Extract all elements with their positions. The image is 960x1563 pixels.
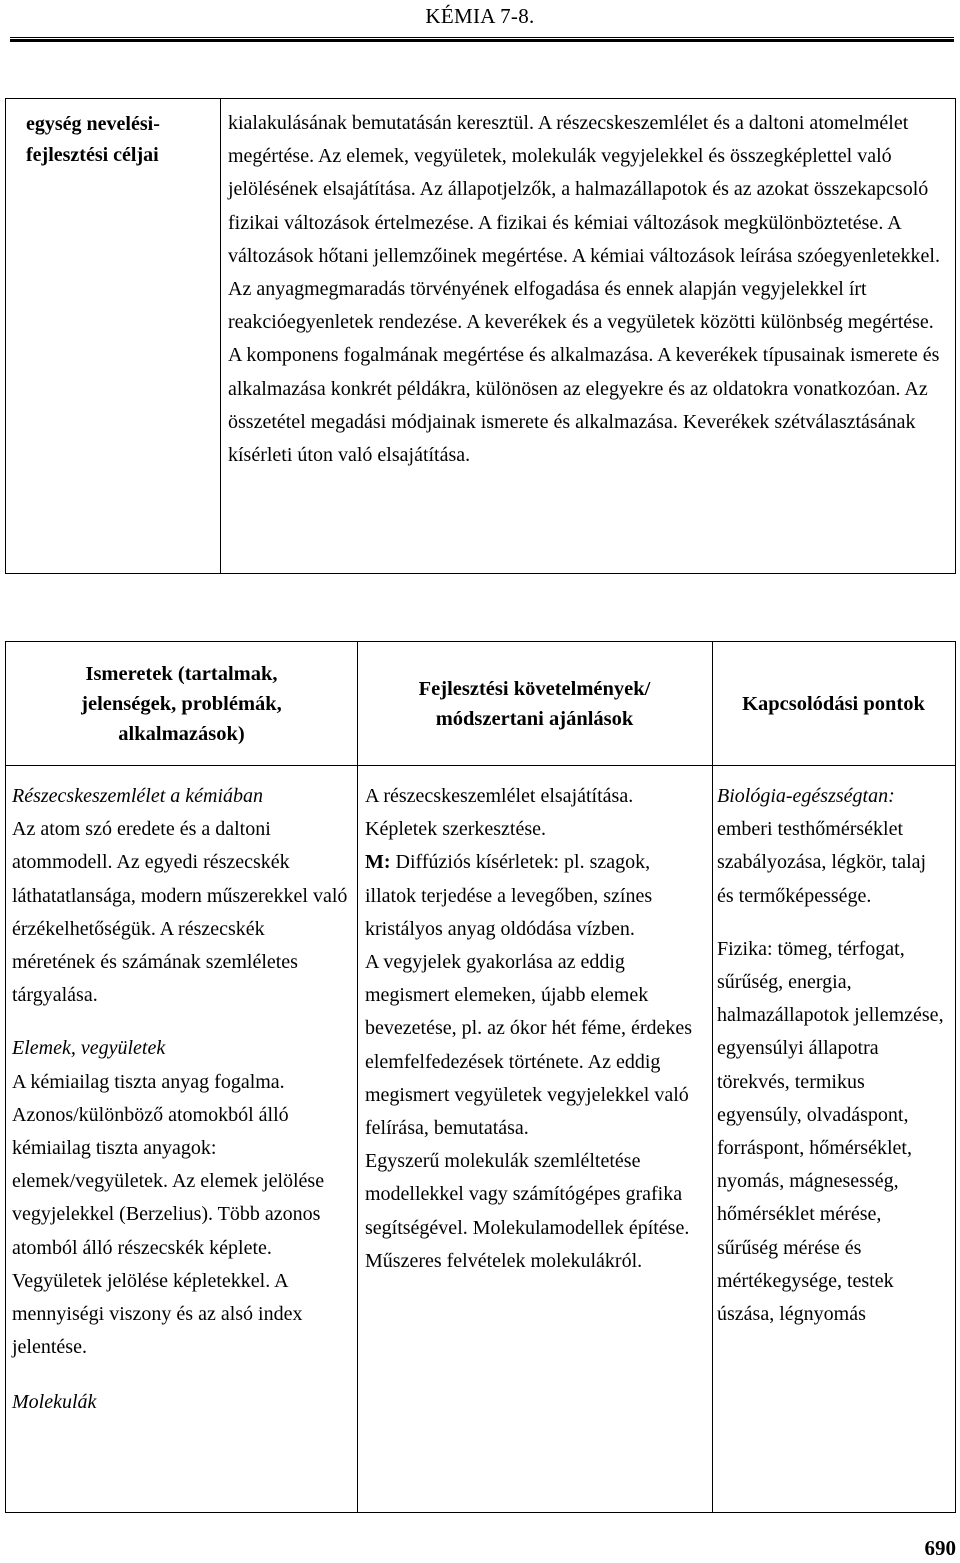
requirements-column bbox=[358, 766, 712, 1512]
header-rule bbox=[10, 37, 954, 42]
requirement-text: A részecskeszemlélet elsajátítása. Képletek szerkesztése. bbox=[365, 785, 634, 841]
topic-text: A kémiailag tiszta anyag fogalma. Azonos/különböző atomokból álló kémiailag tiszta anyagok: elemek/vegyületek. Az elemek jelölése vegyjelekkel (Berzelius). Több azonos atomból álló részecskék képlete. Vegyületek jelölése képletekkel. A mennyiségi viszony és az alsó index jelentése. bbox=[12, 1070, 325, 1359]
method-label: M: bbox=[365, 851, 391, 874]
biology-text: emberi testhőmérséklet szabályozása, légkör, talaj és termőképessége. bbox=[717, 818, 927, 907]
topic-heading: Részecskeszemlélet a kémiában bbox=[12, 785, 264, 807]
requirement-text: A vegyjelek gyakorlása az eddig megismert elemeken, újabb elemek bevezetése, pl. az ókor hét féme, érdekes elemfelfedezések története. Az eddig megismert vegyületek vegyjelekkel való felírása, bemutatása. bbox=[365, 951, 693, 1140]
knowledge-column bbox=[6, 766, 357, 1512]
goals-text: kialakulásának bemutatásán keresztül. A részecskeszemlélet és a daltoni atomelmélet megértése. Az elemek, vegyületek, molekulák vegyjelekkel és összegképlettel való jelölésének elsajátítása. Az állapotjelzők, a halmazállapotok és az azokat összekapcsoló fizikai változások értelmezése. A fizikai és kémiai változások megkülönböztetése. A változások hőtani jellemzőinek megértése. A kémiai változások leírása szóegyenletekkel. Az anyagmegmaradás törvényének elfogadása és ennek alapján vegyjelekkel írt reakcióegyenletek rendezése. A keverékek és a vegyületek közötti különbség megértése. A komponens fogalmának megértése és alkalmazása. A keverékek típusainak ismerete és alkalmazása konkrét példákra, különösen az elegyekre és az oldatokra vonatkozóan. Az összetétel megadási módjainak ismerete és alkalmazása. Keverékek szétválasztásának kísérleti úton való elsajátítása. bbox=[228, 112, 940, 467]
content-table bbox=[5, 641, 956, 1513]
goals-label: egység nevelési-fejlesztési céljai bbox=[6, 99, 221, 573]
topic-heading: Molekulák bbox=[12, 1391, 97, 1414]
requirement-text: Egyszerű molekulák szemléltetése modellekkel vagy számítógépes grafika segítségével. Molekulamodellek építése. Műszeres felvételek molekulákról. bbox=[365, 1150, 690, 1272]
header-connections: Kapcsolódási pontok bbox=[742, 692, 925, 715]
goals-table bbox=[5, 98, 956, 574]
connections-column bbox=[713, 766, 955, 1512]
physics-label: Fizika: bbox=[717, 937, 773, 960]
table-header-row bbox=[6, 642, 955, 766]
topic-heading: Elemek, vegyületek bbox=[12, 1037, 166, 1060]
page-header-title: KÉMIA 7-8. bbox=[425, 4, 535, 28]
topic-text: Az atom szó eredete és a daltoni atommodell. Az egyedi részecskék láthatatlansága, modern műszerekkel való érzékelhetőségük. A részecskék méretének és számának szemléletes tárgyalása. bbox=[12, 818, 348, 1007]
method-text: Diffúziós kísérletek: pl. szagok, illatok terjedése a levegőben, színes kristályos anyag oldódása vízben. bbox=[365, 851, 653, 940]
biology-label: Biológia-egészségtan: bbox=[717, 785, 895, 807]
physics-text: tömeg, térfogat, sűrűség, energia, halmazállapotok jellemzése, egyensúlyi állapotra törekvés, termikus egyensúly, olvadáspont, forráspont, hőmérséklet, nyomás, mágnesesség, hőmérséklet mérése, sűrűség mérése és mértékegysége, testek úszása, légnyomás bbox=[717, 937, 944, 1326]
page-number: 690 bbox=[924, 1536, 956, 1560]
header-requirements: Fejlesztési követelmények/ módszertani ajánlások bbox=[418, 677, 651, 730]
header-knowledge: Ismeretek (tartalmak, jelenségek, problémák, alkalmazások) bbox=[81, 662, 282, 745]
